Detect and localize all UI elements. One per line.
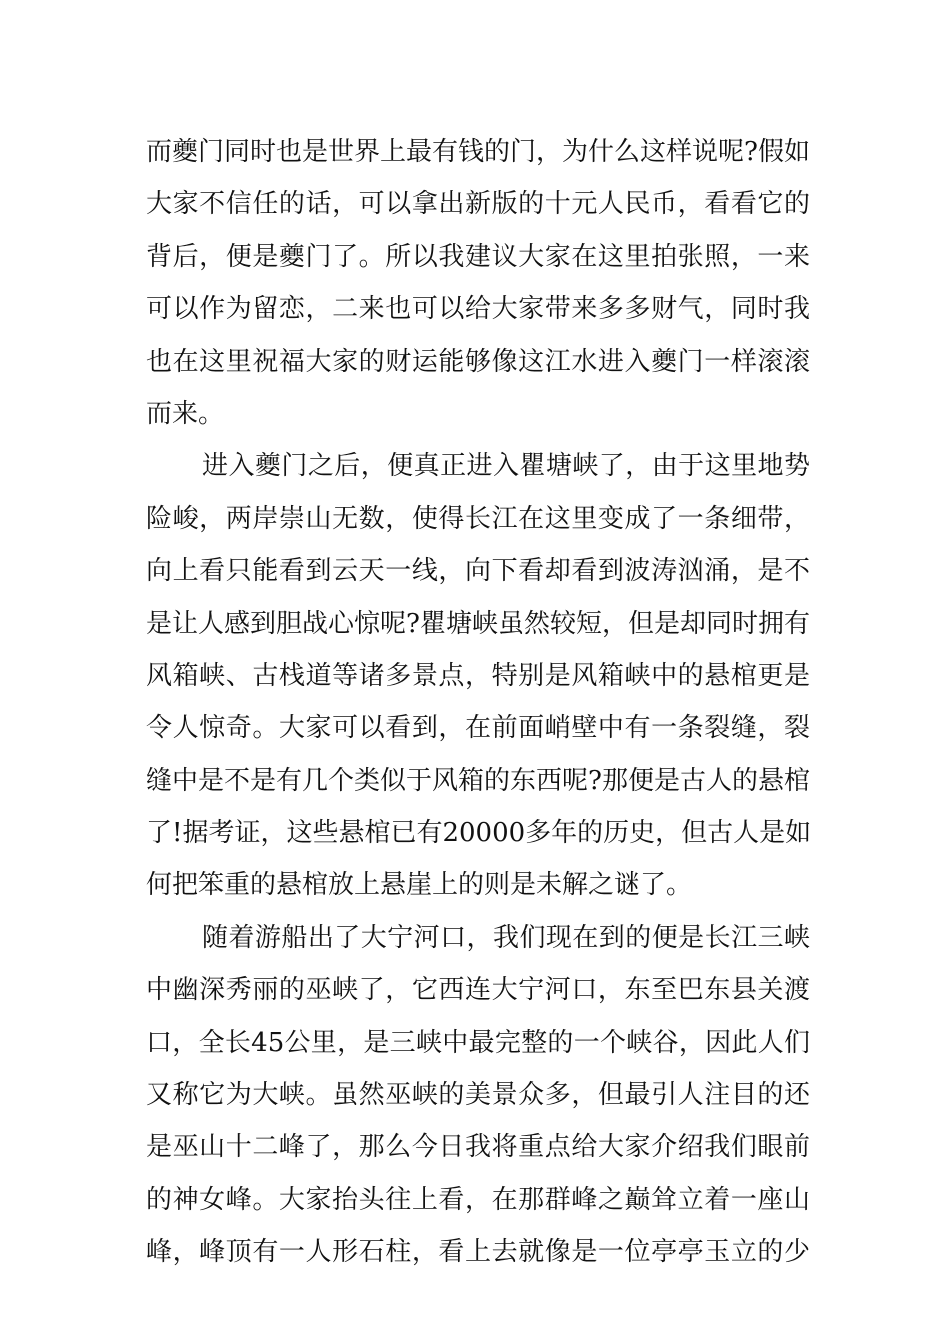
text-line: 中幽深秀丽的巫峡了，它西连大宁河口，东至巴东县关渡 <box>146 975 810 1006</box>
text-line: 进入夔门之后，便真正进入瞿塘峡了，由于这里地势 <box>202 451 810 482</box>
text-line: 令人惊奇。大家可以看到，在前面峭壁中有一条裂缝，裂 <box>146 713 810 744</box>
text-line: 何把笨重的悬棺放上悬崖上的则是未解之谜了。 <box>146 870 693 901</box>
text-line: 峰，峰顶有一人形石柱，看上去就像是一位亭亭玉立的少 <box>146 1237 810 1268</box>
text-line: 向上看只能看到云天一线，向下看却看到波涛汹涌，是不 <box>146 556 810 587</box>
text-line: 是让人感到胆战心惊呢?瞿塘峡虽然较短，但是却同时拥有 <box>146 608 810 639</box>
text-line: 也在这里祝福大家的财运能够像这江水进入夔门一样滚滚 <box>146 346 810 377</box>
text-line: 缝中是不是有几个类似于风箱的东西呢?那便是古人的悬棺 <box>146 765 810 796</box>
text-line: 的神女峰。大家抬头往上看，在那群峰之巅耸立着一座山 <box>146 1184 810 1215</box>
text-line: 随着游船出了大宁河口，我们现在到的便是长江三峡 <box>202 922 810 953</box>
document-body <box>146 126 810 1279</box>
text-line: 又称它为大峡。虽然巫峡的美景众多，但最引人注目的还 <box>146 1080 810 1111</box>
text-line: 而来。 <box>146 398 225 429</box>
text-line: 而夔门同时也是世界上最有钱的门，为什么这样说呢?假如 <box>146 137 810 167</box>
text-line: 大家不信任的话，可以拿出新版的十元人民币，看看它的 <box>146 189 810 220</box>
text-line: 可以作为留恋，二来也可以给大家带来多多财气，同时我 <box>146 294 810 325</box>
text-line: 背后，便是夔门了。所以我建议大家在这里拍张照，一来 <box>146 241 810 272</box>
text-line: 口，全长45公里，是三峡中最完整的一个峡谷，因此人们 <box>146 1027 810 1058</box>
text-line: 是巫山十二峰了，那么今日我将重点给大家介绍我们眼前 <box>146 1132 810 1163</box>
text-line: 风箱峡、古栈道等诸多景点，特别是风箱峡中的悬棺更是 <box>146 660 810 691</box>
text-line: 了!据考证，这些悬棺已有20000多年的历史，但古人是如 <box>146 818 812 849</box>
text-line: 险峻，两岸崇山无数，使得长江在这里变成了一条细带， <box>146 503 810 534</box>
